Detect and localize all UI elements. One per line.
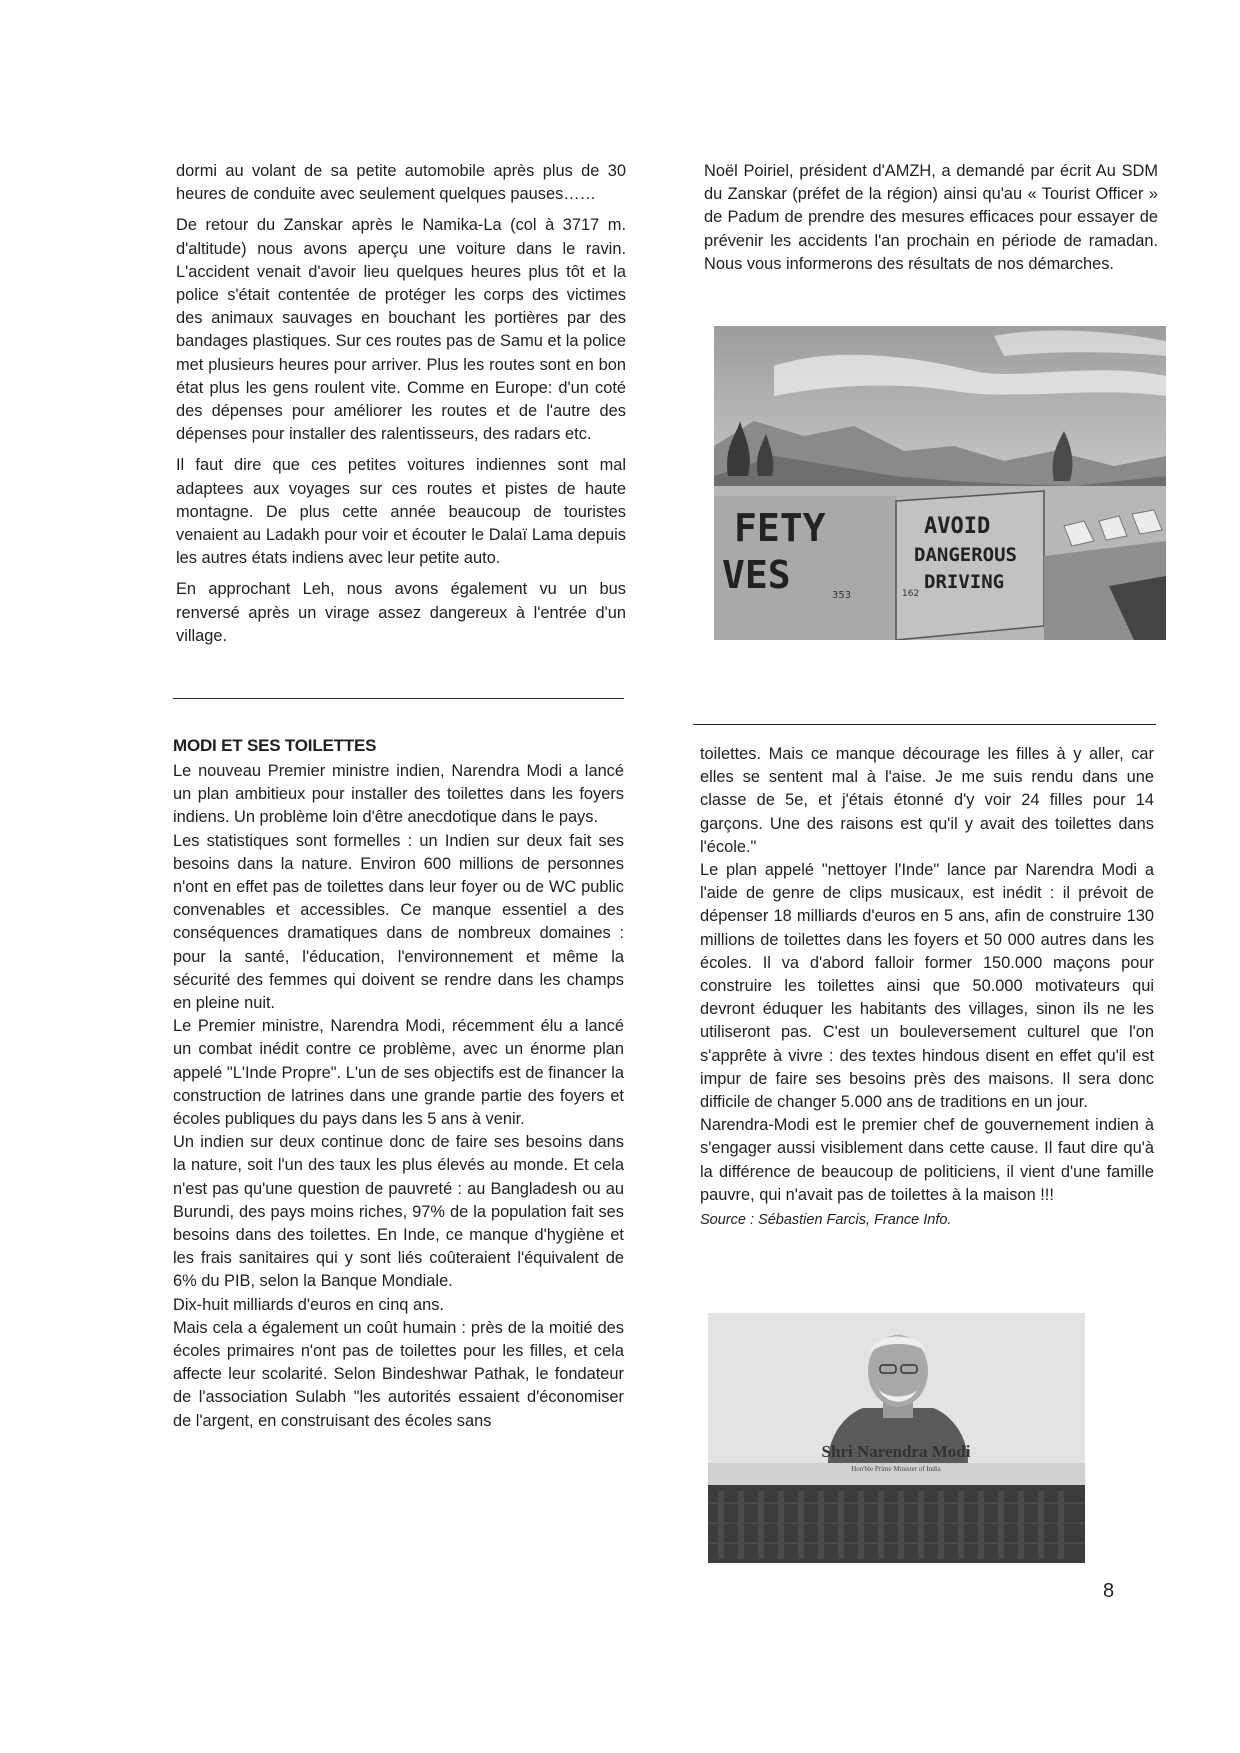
paragraph: De retour du Zanskar après le Namika-La (col à 3717 m. d'altitude) nous avons aperçu une voiture dans le ravin. L'accident venait d'avoir lieu quelques heures plus tôt et la police s'était contentée de protéger les corps des victimes des animaux sauvages en bouchant les portières par des bandages plastiques. Sur ces routes pas de Samu et la police met plusieurs heures pour arriver. Plus les routes sont en bon état plus les gens roulent vite. Comme en Europe: d'un coté des dépenses pour améliorer les routes et de l'autre des dépenses pour installer des ralentisseurs, des radars etc. bbox=[176, 216, 626, 444]
sign-right-line3: DRIVING bbox=[924, 571, 1005, 593]
paragraph: Mais cela a également un coût humain : près de la moitié des écoles primaires n'ont pas de toilettes pour les filles, et cela affecte leur scolarité. Selon Bindeshwar Pathak, le fondateur de l'association Sulabh "les autorités essaient d'économiser de l'argent, en construisant des écoles sans bbox=[173, 1318, 624, 1430]
banner-name: Shri Narendra Modi bbox=[821, 1442, 971, 1461]
small-number: 162 bbox=[902, 589, 920, 599]
paragraph: Dix-huit milliards d'euros en cinq ans. bbox=[173, 1295, 444, 1314]
paragraph: toilettes. Mais ce manque décourage les filles à y aller, car elles se sentent mal à l'aise. Je me suis rendu dans une classe de 5e, et j'étais étonné d'y voir 24 filles pour 14 garçons. Une des raisons est qu'il y avait des toilettes dans l'école." bbox=[700, 745, 1154, 856]
amzh-request-column bbox=[704, 160, 1158, 284]
paragraph: En approchant Leh, nous avons également vu un bus renversé après un virage assez dangereux à l'entrée d'un village. bbox=[176, 580, 626, 645]
paragraph: Un indien sur deux continue donc de faire ses besoins dans la nature, soit l'un des taux les plus élevés au monde. Et cela n'est pas qu'une question de pauvreté : au Bangladesh ou au Burundi, des pays moins riches, 97% de la population fait ses besoins dans des toilettes. En Inde, ce manque d'hygiène et les frais sanitaires qui y sont liés coûteraient l'équivalent de 6% du PIB, selon la Banque Mondiale. bbox=[173, 1133, 624, 1291]
page-number: 8 bbox=[1103, 1580, 1115, 1602]
paragraph: Noël Poiriel, président d'AMZH, a demandé par écrit Au SDM du Zanskar (préfet de la région) ainsi qu'au « Tourist Officer » de Padum de prendre des mesures efficaces pour essayer de prévenir les accidents l'an prochain en période de ramadan. Nous vous informerons des résultats de nos démarches. bbox=[704, 162, 1158, 273]
modi-article-left-column bbox=[173, 760, 624, 1433]
section-divider bbox=[693, 724, 1156, 725]
paragraph: Le nouveau Premier ministre indien, Narendra Modi a lancé un plan ambitieux pour installer des toilettes dans les foyers indiens. Un problème loin d'être anecdotique dans le pays. bbox=[173, 762, 624, 827]
modi-banner-photo bbox=[708, 1313, 1085, 1563]
paragraph: Il faut dire que ces petites voitures indiennes sont mal adaptees aux voyages sur ces routes et pistes de haute montagne. De plus cette année beaucoup de touristes venaient au Ladakh pour voir et écouter le Dalaï Lama depuis les autres états indiens avec leur petite auto. bbox=[176, 456, 626, 568]
source-credit: Source : Sébastien Farcis, France Info. bbox=[700, 1212, 952, 1229]
article-accident-column bbox=[176, 160, 626, 656]
sign-left-line2: VES bbox=[722, 553, 791, 597]
section-divider bbox=[173, 698, 624, 699]
paragraph: Le plan appelé "nettoyer l'Inde" lance par Narendra Modi a l'aide de genre de clips musicaux, est inédit : il prévoit de dépenser 18 milliards d'euros en 5 ans, afin de construire 130 millions de toilettes dans les foyers et 50 000 autres dans les écoles. Il va d'abord falloir former 150.000 maçons pour construire les toilettes ainsi que 50.000 motivateurs qui devront éduquer les habitants des villages, sinon ils ne les utiliseront pas. C'est un bouleversement culturel que l'on s'apprête à vivre : des textes hindous disent en effet qu'il est impur de faire ses besoins près des maisons. Il sera donc difficile de changer 5.000 ans de traditions en un jour. bbox=[700, 861, 1154, 1112]
paragraph: Les statistiques sont formelles : un Indien sur deux fait ses besoins dans la nature. Environ 600 millions de personnes n'ont en effet pas de toilettes dans leur foyer ou de WC public convenables et accessibles. Ce manque essentiel a des conséquences dramatiques dans de nombreux domaines : pour la santé, l'éducation, l'environnement et même la sécurité des femmes qui doivent se rendre dans les champs en pleine nuit. bbox=[173, 831, 624, 1013]
paragraph: dormi au volant de sa petite automobile après plus de 30 heures de conduite avec seulement quelques pauses…… bbox=[176, 162, 626, 204]
sign-left-line1: FETY bbox=[734, 506, 826, 550]
section-title: MODI ET SES TOILETTES bbox=[173, 736, 377, 755]
paragraph: Narendra-Modi est le premier chef de gouvernement indien à s'engager aussi visiblement dans cette cause. Il faut dire qu'à la différence de beaucoup de politiciens, il vient d'une famille pauvre, qui n'avait pas de toilettes à la maison !!! bbox=[700, 1116, 1154, 1204]
small-number: 353 bbox=[832, 590, 852, 601]
paragraph: Le Premier ministre, Narendra Modi, récemment élu a lancé un combat inédit contre ce problème, avec un énorme plan appelé "L'Inde Propre". L'un de ses objectifs est de financer la construction de latrines dans une grande partie des foyers et écoles publiques du pays dans les 5 ans à venir. bbox=[173, 1017, 624, 1129]
road-sign-photo bbox=[714, 326, 1166, 640]
sign-right-line2: DANGEROUS bbox=[914, 544, 1017, 566]
banner-subtitle: Hon'ble Prime Minister of India bbox=[851, 1465, 941, 1473]
sign-right-line1: AVOID bbox=[924, 514, 991, 539]
modi-article-right-column bbox=[700, 743, 1154, 1232]
